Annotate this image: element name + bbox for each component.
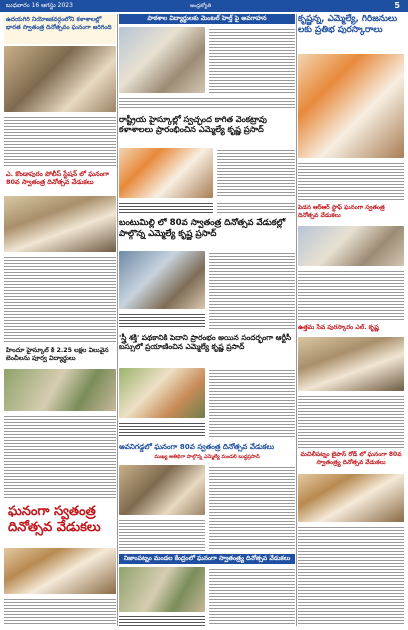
article-text <box>209 27 295 93</box>
article-text <box>4 115 116 167</box>
headline-top: కృష్ణన్న, ఎమ్మెల్యే, గిరిజనులు లకు ప్రతిభ పురస్కారాలు <box>298 14 398 35</box>
article-text <box>4 255 116 343</box>
column-divider <box>117 14 118 626</box>
page-number: 5 <box>394 1 400 10</box>
photo-story1 <box>119 148 213 198</box>
photo-story2 <box>298 337 404 391</box>
headline-story2: బంటుమిల్లి లో 80వ స్వాతంత్ర దినోత్సవ వేడుకల్లో పాల్గొన్న ఎమ్మెల్యే కృష్ణ ప్రసాద్ <box>119 218 286 239</box>
photo-story2 <box>4 196 116 252</box>
photo-top <box>298 54 404 158</box>
headline-story2: ఎ. కొండాపురం పోలీస్ స్టేషన్ లో ఘనంగా 80వ స్వాతంత్ర దినోత్సవ వేడుకలు <box>6 170 109 187</box>
photo-big <box>4 548 116 594</box>
column-divider <box>296 14 297 626</box>
photo-caption <box>119 421 205 438</box>
masthead-date: బుధవారం 16 ఆగస్టు 2023 <box>6 2 73 9</box>
masthead-paper-name: ఆంధ్రజ్యోతి <box>190 3 212 9</box>
article-text <box>4 597 116 626</box>
column-center <box>119 14 295 626</box>
photo-bottom <box>119 567 205 612</box>
headline-lead: ఉదయగిరి నియోజకవర్గంలోని కళాశాలల్లో భారత స్వాతంత్ర దినోత్సవం ఘనంగా జరిగింది <box>6 16 112 31</box>
photo-caption <box>119 201 213 215</box>
masthead-bar <box>0 0 408 12</box>
article-text <box>217 148 295 198</box>
headline-story3: మచిలీపట్నం బైపాస్ రోడ్ లో ఘనంగా 80వ స్వాతంత్ర్య దినోత్సవ వేడుకలు <box>300 451 402 466</box>
headline-story1: రాష్ట్రీయ హైస్కూల్లో స్వచ్ఛంద కాగిత వెంకట్రావు కళాశాలలు ప్రారంభించిన ఎమ్మెల్యే కృష్ణ ప్రసాద్ <box>119 114 267 135</box>
photo-story3 <box>298 474 404 522</box>
article-text <box>119 518 205 551</box>
headline-top-bar: పాఠశాల విద్యార్థులకు మెంటల్ హెల్త్ పై అవగాహన <box>119 14 295 24</box>
article-text <box>217 201 295 215</box>
headline-bottom-bar: నిజాంపట్నం మండల కేంద్రంలో ఘనంగా స్వాతంత్ర్య దినోత్సవ వేడుకలు <box>119 554 295 564</box>
photo-story3 <box>119 368 205 418</box>
article-text <box>298 525 404 626</box>
headline-story3: హిందూ హైస్కూల్ కి 2.25 లక్షల విలువైన బెంచీలను పూర్వ విద్యార్థులు <box>6 347 109 362</box>
article-text <box>298 394 404 448</box>
photo-top <box>119 27 205 93</box>
headline-story1: పెడన ఆర్ఆర్ స్టాఫ్ ఘనంగా స్వతంత్ర దినోత్సవ వేడుకలు <box>298 204 385 219</box>
photo-caption <box>119 614 205 626</box>
headline-story2: ఉత్తమ సేవ పురస్కారం ఎల్. కృష్ణ <box>298 324 379 331</box>
article-text <box>209 368 295 438</box>
headline-story3: 'స్త్రీ శక్తి' పథకానికి పెదాని ప్రారంభం అయిన సందర్భంగా ఆర్టీసీ బస్సులో ప్రయాణించిన ఎమ్మెల్యే కృష్ణ ప్రసాద్ <box>119 333 292 352</box>
article-text <box>4 414 116 500</box>
article-text <box>298 269 404 321</box>
article-text <box>209 251 295 329</box>
article-text <box>209 465 295 551</box>
photo-caption <box>119 312 205 329</box>
headline-story4: అవనిగడ్డలో ఘనంగా 80వ స్వతంత్ర దినోత్సవ వేడుకలు <box>119 442 275 451</box>
article-text <box>298 161 404 201</box>
photo-lead <box>4 46 116 112</box>
subheadline-story4: ముఖ్య అతిథిగా పాల్గొన్న ఎమ్మెల్యే మండలి బుద్ధప్రసాద్ <box>154 454 260 460</box>
photo-story2 <box>119 251 205 309</box>
photo-story4 <box>119 465 205 515</box>
headline-big: ఘనంగా స్వతంత్ర దినోత్సవ వేడుకలు <box>8 504 101 536</box>
photo-story3 <box>4 369 116 411</box>
column-left <box>4 14 116 626</box>
photo-story1 <box>298 226 404 266</box>
article-text <box>119 96 295 110</box>
column-right <box>298 14 404 626</box>
article-text <box>209 567 295 626</box>
